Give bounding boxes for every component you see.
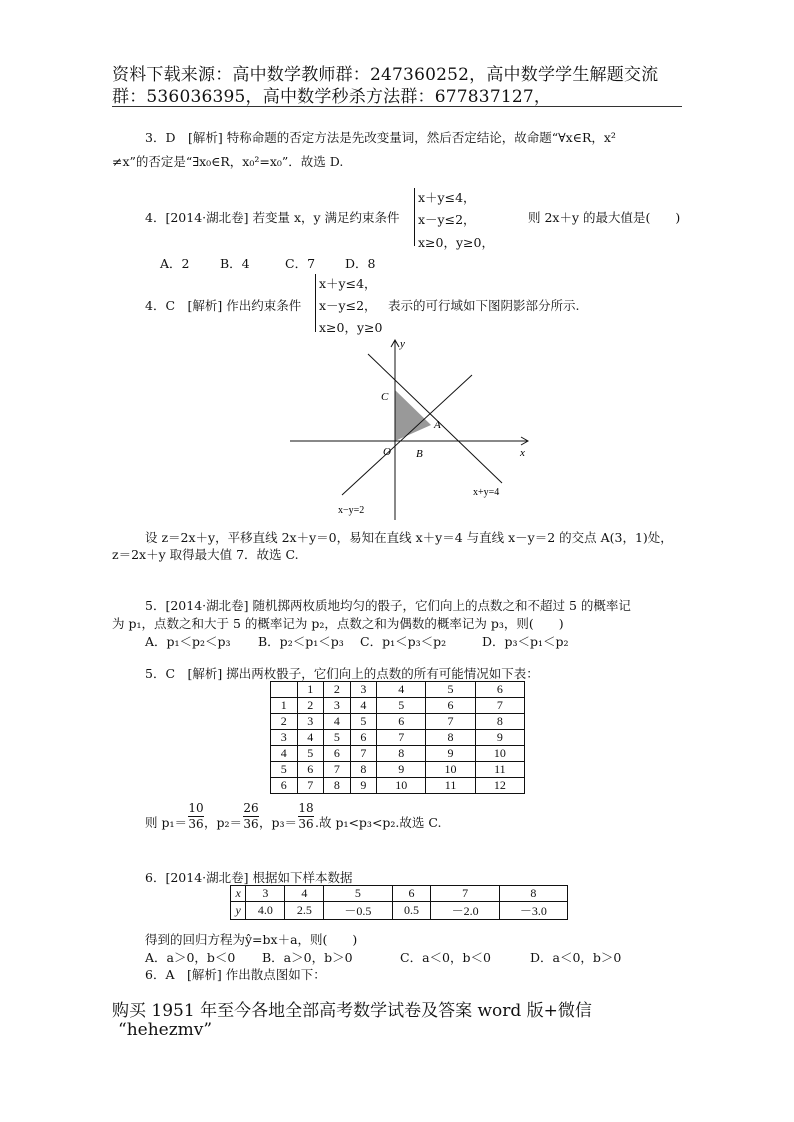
table-cell: 7	[297, 778, 324, 794]
q5-stem-line-1: 5．[2014·湖北卷] 随机掷两枚质地均匀的骰子，它们向上的点数之和不超过 5 的概率记	[145, 598, 631, 613]
fraction-p3-num: 18	[298, 801, 314, 815]
table-cell: 2	[297, 698, 324, 714]
table-cell: 8	[324, 778, 351, 794]
table-row-y	[231, 902, 568, 920]
table-row	[271, 762, 525, 778]
q4-stem-suffix: 则 2x＋y 的最大值是( )	[528, 210, 681, 225]
table-cell: 2	[324, 682, 351, 698]
table-cell: －0.5	[324, 902, 392, 920]
table-header-row	[271, 682, 525, 698]
q4-answer-explain-2: z＝2x＋y 取得最大值 7．故选 C.	[112, 547, 299, 562]
table-cell: 7	[431, 886, 499, 902]
y-axis-label: y	[400, 338, 405, 350]
table-cell: 9	[426, 746, 475, 762]
table-cell: 7	[475, 698, 524, 714]
table-cell: 8	[499, 886, 567, 902]
q6-stem-line-2: 得到的回归方程为ŷ=bx＋a，则( )	[145, 932, 358, 947]
table-cell: 9	[350, 778, 377, 794]
table-cell: 7	[377, 730, 426, 746]
table-cell: 10	[475, 746, 524, 762]
q5-answer-p3-prefix: ，p₃＝	[259, 815, 298, 830]
q6-option-d: D．a＜0，b＞0	[530, 950, 622, 965]
table-cell: 8	[475, 714, 524, 730]
table-cell: 2	[271, 714, 298, 730]
table-cell: －3.0	[499, 902, 567, 920]
q4-answer-prefix: 4．C [解析] 作出约束条件	[145, 298, 302, 313]
table-cell: 5	[324, 886, 392, 902]
table-row	[271, 778, 525, 794]
table-cell: 11	[426, 778, 475, 794]
table-cell: 6	[426, 698, 475, 714]
q4-option-d: D．8	[345, 256, 376, 271]
fraction-p3	[298, 801, 314, 832]
q5-answer-p-prefix: 则 p₁＝	[145, 815, 187, 830]
point-c-label: C	[381, 391, 389, 403]
q6-option-c: C．a＜0，b＜0	[400, 950, 491, 965]
table-cell: 8	[377, 746, 426, 762]
q4-option-c: C．7	[285, 256, 316, 271]
table-cell: 2.5	[285, 902, 324, 920]
fraction-p2-den: 36	[243, 817, 259, 831]
table-cell: 3	[297, 714, 324, 730]
table-cell: 5	[377, 698, 426, 714]
table-row	[271, 730, 525, 746]
header-line-2: 群：536036395，高中数学秒杀方法群：677837127，	[112, 87, 552, 107]
table-cell: 7	[426, 714, 475, 730]
q6-option-a: A．a＞0，b＜0	[145, 950, 236, 965]
table-cell: 5	[297, 746, 324, 762]
table-cell: 9	[475, 730, 524, 746]
q6-answer: 6．A [解析] 作出散点图如下：	[145, 967, 326, 982]
table-cell: 4	[297, 730, 324, 746]
table-cell: 6	[324, 746, 351, 762]
q6-option-b: B．a＞0，b＞0	[262, 950, 353, 965]
table-cell: 8	[426, 730, 475, 746]
table-row	[271, 714, 525, 730]
feasible-region-graph	[280, 335, 540, 525]
dice-sum-table	[270, 681, 525, 794]
table-cell: 7	[350, 746, 377, 762]
fraction-p3-den: 36	[298, 817, 314, 831]
table-cell: 5	[324, 730, 351, 746]
fraction-p2	[243, 801, 259, 832]
footer-line-2: “hehezmv”	[118, 1020, 213, 1040]
header-divider	[112, 106, 682, 107]
q5-answer-line-1: 5．C [解析] 掷出两枚骰子，它们向上的点数的所有可能情况如下表：	[145, 666, 539, 681]
q4-answer-constraint-3: x≥0，y≥0	[319, 320, 383, 335]
table-cell	[271, 682, 298, 698]
table-row-label: x	[231, 886, 246, 902]
q3-answer-line-2: ≠x”的否定是“∃x₀∈R，x₀²=x₀”．故选 D.	[112, 154, 344, 169]
table-cell: 0.5	[392, 902, 431, 920]
table-cell: 5	[350, 714, 377, 730]
q4-answer-explain-1: 设 z＝2x＋y，平移直线 2x＋y＝0，易知在直线 x＋y＝4 与直线 x－y＝2 的交点 A(3，1)处，	[145, 530, 673, 545]
fraction-p1	[188, 801, 204, 832]
table-cell: 3	[271, 730, 298, 746]
q5-answer-p2-prefix: ，p₂＝	[204, 815, 243, 830]
table-cell: 1	[271, 698, 298, 714]
table-cell: 12	[475, 778, 524, 794]
table-cell: 4	[285, 886, 324, 902]
line-1-label: x+y=4	[473, 487, 500, 498]
table-cell: 9	[377, 762, 426, 778]
table-cell: 11	[475, 762, 524, 778]
table-cell: 4	[350, 698, 377, 714]
q5-option-b: B．p₂＜p₁＜p₃	[258, 634, 344, 649]
table-cell: 3	[246, 886, 285, 902]
x-axis-label: x	[520, 447, 525, 459]
q5-option-c: C．p₁＜p₃＜p₂	[360, 634, 447, 649]
q4-constraint-2: x－y≤2，	[418, 212, 476, 227]
table-cell: －2.0	[431, 902, 499, 920]
table-row-label: y	[231, 902, 246, 920]
q3-answer-line-1: 3．D [解析] 特称命题的否定方法是先改变量词，然后否定结论，故命题“∀x∈R，x²	[145, 130, 616, 145]
table-cell: 1	[297, 682, 324, 698]
line-2-label: x−y=2	[338, 505, 365, 516]
table-cell: 4	[271, 746, 298, 762]
table-cell: 6	[377, 714, 426, 730]
table-cell: 6	[271, 778, 298, 794]
q4-option-a: A．2	[160, 256, 190, 271]
table-cell: 4	[377, 682, 426, 698]
q4-option-b: B．4	[220, 256, 250, 271]
table-cell: 4	[324, 714, 351, 730]
table-cell: 5	[426, 682, 475, 698]
q4-stem-prefix: 4．[2014·湖北卷] 若变量 x，y 满足约束条件	[145, 210, 400, 225]
table-cell: 10	[377, 778, 426, 794]
q5-stem-line-2: 为 p₁，点数之和大于 5 的概率记为 p₂，点数之和为偶数的概率记为 p₃，则( )	[112, 616, 564, 631]
point-a-label: A	[434, 419, 441, 431]
q5-answer-conclusion: .故 p₁<p₃<p₂.故选 C.	[315, 815, 442, 830]
table-cell: 10	[426, 762, 475, 778]
origin-label: O	[383, 446, 391, 458]
q6-stem-line-1: 6．[2014·湖北卷] 根据如下样本数据	[145, 870, 353, 885]
table-cell: 4.0	[246, 902, 285, 920]
q5-option-d: D．p₃＜p₁＜p₂	[482, 634, 569, 649]
q4-answer-constraint-2: x－y≤2，	[319, 298, 377, 313]
point-b-label: B	[416, 448, 423, 460]
table-cell: 6	[392, 886, 431, 902]
table-cell: 3	[324, 698, 351, 714]
table-row-x	[231, 886, 568, 902]
q4-answer-brace	[315, 274, 316, 332]
q4-constraint-3: x≥0，y≥0，	[418, 235, 494, 250]
fraction-p1-den: 36	[188, 817, 204, 831]
fraction-p2-num: 26	[243, 801, 259, 815]
table-cell: 8	[350, 762, 377, 778]
table-cell: 5	[271, 762, 298, 778]
table-cell: 7	[324, 762, 351, 778]
q4-answer-suffix: 表示的可行域如下图阴影部分所示.	[388, 298, 580, 313]
table-row	[271, 698, 525, 714]
table-cell: 3	[350, 682, 377, 698]
header-line-1: 资料下载来源：高中数学教师群：247360252，高中数学学生解题交流	[112, 65, 659, 85]
fraction-p1-num: 10	[188, 801, 204, 815]
sample-data-table	[230, 885, 568, 920]
q4-answer-constraint-1: x＋y≤4，	[319, 276, 377, 291]
table-cell: 6	[350, 730, 377, 746]
q4-constraint-1: x＋y≤4，	[418, 190, 476, 205]
table-cell: 6	[297, 762, 324, 778]
footer-line-1: 购买 1951 年至今各地全部高考数学试卷及答案 word 版+微信	[112, 1001, 592, 1021]
table-cell: 6	[475, 682, 524, 698]
q5-option-a: A．p₁＜p₂＜p₃	[145, 634, 231, 649]
q4-brace	[414, 188, 415, 246]
table-row	[271, 746, 525, 762]
